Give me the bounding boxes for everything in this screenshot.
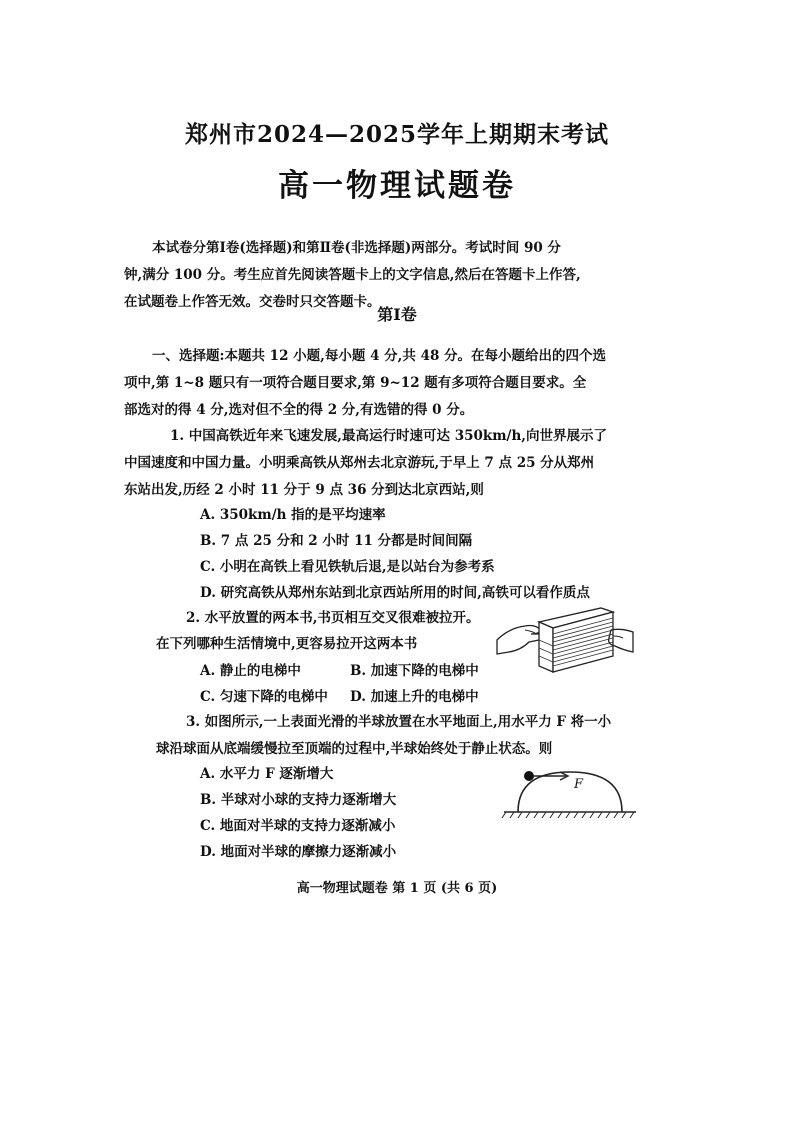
q2-stem-line-1: 2. 水平放置的两本书,书页相互交叉很难被拉开。 <box>186 610 480 626</box>
q1-stem-line-2: 中国速度和中国力量。小明乘高铁从郑州去北京游玩,于早上 7 点 25 分从郑州 <box>124 455 595 471</box>
exam-title: 郑州市2024—2025学年上期期末考试 <box>184 121 610 148</box>
q2-option-c: C. 匀速下降的电梯中 <box>200 689 328 705</box>
page-footer: 高一物理试题卷 第 1 页 (共 6 页) <box>296 881 498 896</box>
q1-stem-line-1: 1. 中国高铁近年来飞速发展,最高运行时速可达 350km/h,向世界展示了 <box>170 428 607 444</box>
q1-option-a: A. 350km/h 指的是平均速率 <box>200 507 386 523</box>
q2-option-a: A. 静止的电梯中 <box>200 663 301 679</box>
instructions-line-1: 一、选择题:本题共 12 小题,每小题 4 分,共 48 分。在每小题给出的四个选 <box>152 348 607 364</box>
q3-stem-line-2: 球沿球面从底端缓慢拉至顶端的过程中,半球始终处于静止状态。则 <box>156 741 553 757</box>
q1-option-c: C. 小明在高铁上看见铁轨后退,是以站台为参考系 <box>200 559 495 575</box>
intro-line-2: 钟,满分 100 分。考生应首先阅读答题卡上的文字信息,然后在答题卡上作答, <box>124 267 581 283</box>
q3-stem-line-1: 3. 如图所示,一上表面光滑的半球放置在水平地面上,用水平力 F 将一小 <box>186 714 612 730</box>
small-ball <box>524 771 534 781</box>
instructions-line-3: 部选对的得 4 分,选对但不全的得 2 分,有选错的得 0 分。 <box>124 402 474 418</box>
q2-option-d: D. 加速上升的电梯中 <box>350 689 479 705</box>
q2-stem-line-2: 在下列哪种生活情境中,更容易拉开这两本书 <box>156 636 418 652</box>
intro-line-1: 本试卷分第Ⅰ卷(选择题)和第Ⅱ卷(非选择题)两部分。考试时间 90 分 <box>152 240 561 256</box>
section-title: 第Ⅰ卷 <box>377 305 417 324</box>
interleaved-books-figure <box>495 600 635 682</box>
q3-option-a: A. 水平力 F 逐渐增大 <box>200 766 334 782</box>
q2-option-b: B. 加速下降的电梯中 <box>350 663 479 679</box>
q3-option-c: C. 地面对半球的支持力逐渐减小 <box>200 818 396 834</box>
exam-subtitle: 高一物理试题卷 <box>278 168 516 204</box>
q1-stem-line-3: 东站出发,历经 2 小时 11 分于 9 点 36 分到达北京西站,则 <box>124 482 484 498</box>
q1-option-d: D. 研究高铁从郑州东站到北京西站所用的时间,高铁可以看作质点 <box>200 585 590 601</box>
q1-option-b: B. 7 点 25 分和 2 小时 11 分都是时间间隔 <box>200 533 473 549</box>
instructions-line-2: 项中,第 1~8 题只有一项符合题目要求,第 9~12 题有多项符合题目要求。全 <box>124 375 587 391</box>
hemisphere-figure <box>500 760 640 826</box>
intro-line-3: 在试题卷上作答无效。交卷时只交答题卡。 <box>124 294 381 310</box>
q3-option-d: D. 地面对半球的摩擦力逐渐减小 <box>200 844 397 860</box>
q3-option-b: B. 半球对小球的支持力逐渐增大 <box>200 792 397 808</box>
force-label: F <box>574 777 584 792</box>
